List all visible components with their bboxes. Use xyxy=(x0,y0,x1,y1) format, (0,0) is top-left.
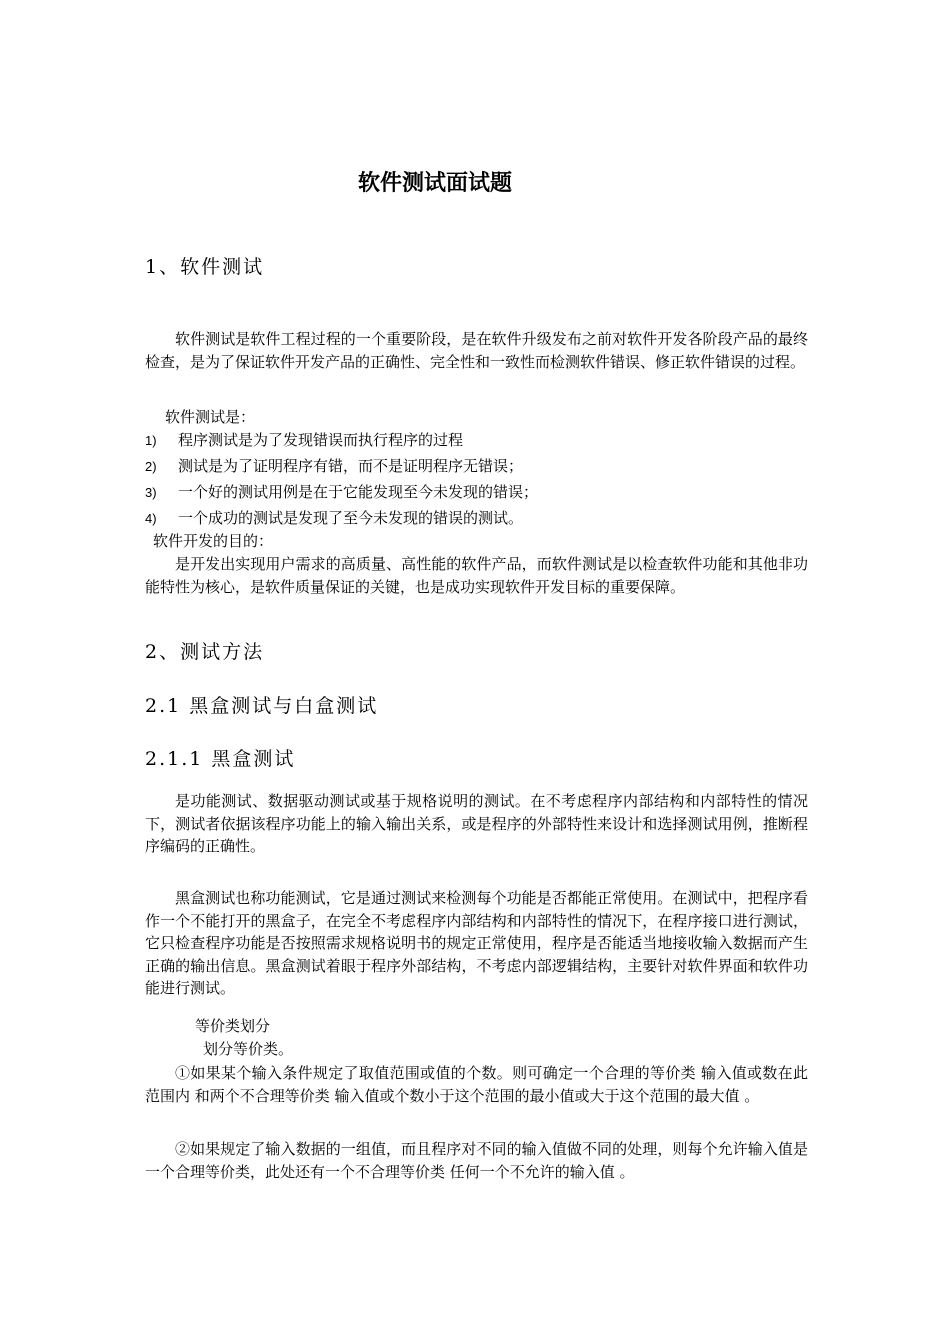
subsubsection-heading: 2.1.1 黑盒测试 xyxy=(145,748,296,770)
list-item xyxy=(145,455,523,479)
list-item-number: 4) xyxy=(145,511,157,526)
list-item xyxy=(145,481,538,505)
section-heading-2: 2、测试方法 xyxy=(145,641,265,663)
equivalence-partition-sub: 划分等价类。 xyxy=(203,1040,294,1058)
list-item-text: 测试是为了证明程序有错，而不是证明程序无错误； xyxy=(178,457,524,475)
blackbox-description-paragraph: 黑盒测试也称功能测试，它是通过测试来检测每个功能是否都能正常使用。在测试中，把程序看作一个不能打开的黑盒子，在完全不考虑程序内部结构和内部特性的情况下，在程序接口进行测试，它只检查程序功能是否按照需求规格说明书的规定正常使用，程序是否能适当地接收输入数据而产生正确的输出信息。黑盒测试着眼于程序外部结构，不考虑内部逻辑结构，主要针对软件界面和软件功能进行测试。 xyxy=(145,889,808,997)
equivalence-partition-label: 等价类划分 xyxy=(195,1017,271,1035)
software-testing-is-label: 软件测试是： xyxy=(165,408,256,426)
subsection-heading: 2.1 黑盒测试与白盒测试 xyxy=(145,695,379,717)
list-item-number: 1) xyxy=(145,433,157,448)
list-item-text: 一个成功的测试是发现了至今未发现的错误的测试。 xyxy=(178,509,524,527)
list-item xyxy=(145,429,463,453)
list-item-number: 2) xyxy=(145,459,157,474)
section1-intro-paragraph: 软件测试是软件工程过程的一个重要阶段，是在软件升级发布之前对软件开发各阶段产品的最终检查，是为了保证软件开发产品的正确性、完全性和一致性而检测软件错误、修正软件错误的过程。 xyxy=(145,330,808,371)
list-item-text: 程序测试是为了发现错误而执行程序的过程 xyxy=(178,431,464,449)
page-title: 软件测试面试题 xyxy=(357,170,512,196)
list-item-text: 一个好的测试用例是在于它能发现至今未发现的错误； xyxy=(178,483,539,501)
development-purpose-label: 软件开发的目的： xyxy=(153,532,274,550)
list-item xyxy=(145,507,523,531)
section-heading-1: 1、软件测试 xyxy=(145,256,265,278)
blackbox-definition-paragraph: 是功能测试、数据驱动测试或基于规格说明的测试。在不考虑程序内部结构和内部特性的情况下，测试者依据该程序功能上的输入输出关系，或是程序的外部特性来设计和选择测试用例，推断程序编码的正确性。 xyxy=(145,792,808,855)
rule-1-paragraph: ①如果某个输入条件规定了取值范围或值的个数。则可确定一个合理的等价类 输入值或数在此范围内 和两个不合理等价类 输入值或个数小于这个范围的最小值或大于这个范围的最大值 。 xyxy=(145,1064,808,1105)
list-item-number: 3) xyxy=(145,485,157,500)
development-purpose-paragraph: 是开发出实现用户需求的高质量、高性能的软件产品，而软件测试是以检查软件功能和其他非功能特性为核心，是软件质量保证的关键，也是成功实现软件开发目标的重要保障。 xyxy=(145,555,808,596)
rule-2-paragraph: ②如果规定了输入数据的一组值，而且程序对不同的输入值做不同的处理，则每个允许输入值是一个合理等价类，此处还有一个不合理等价类 任何一个不允许的输入值 。 xyxy=(145,1140,808,1181)
